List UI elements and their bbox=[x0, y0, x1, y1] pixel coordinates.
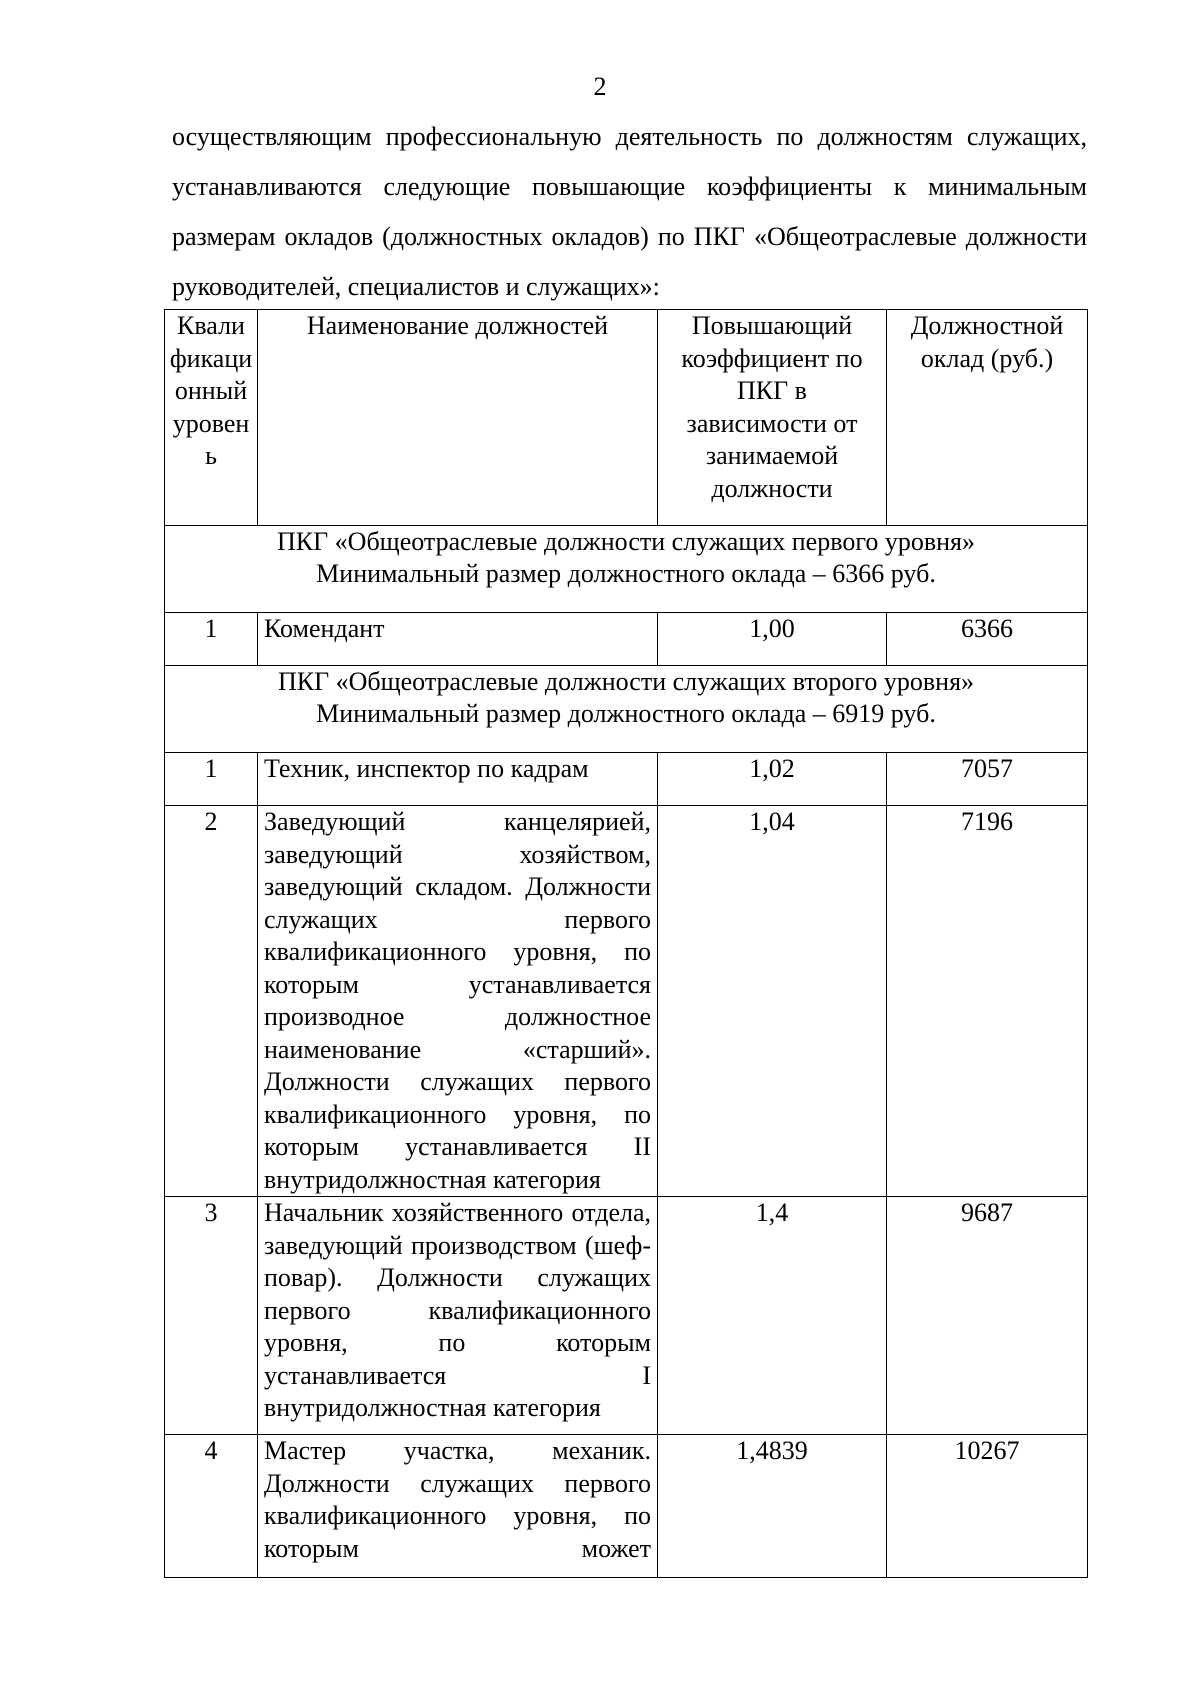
cell-level: 4 bbox=[165, 1435, 258, 1578]
table-row bbox=[165, 613, 1088, 666]
cell-name: Начальник хозяйственного отдела, заведующий производством (шеф-повар). Должности служащих первого квалификационного уровня, по которым устанавливается I внутридолжностная категория bbox=[258, 1197, 658, 1435]
group-title: ПКГ «Общеотраслевые должности служащих второго уровня» bbox=[277, 667, 975, 696]
cell-salary: 9687 bbox=[887, 1197, 1088, 1435]
cell-coefficient: 1,4839 bbox=[658, 1435, 887, 1578]
cell-coefficient: 1,04 bbox=[658, 806, 887, 1197]
group-header-1 bbox=[165, 526, 1088, 613]
table-row bbox=[165, 806, 1088, 1197]
group-min-salary: Минимальный размер должностного оклада – 6366 руб. bbox=[316, 559, 936, 588]
cell-salary: 7057 bbox=[887, 753, 1088, 806]
coefficients-table bbox=[164, 309, 1088, 1578]
group-header-2 bbox=[165, 666, 1088, 753]
group-title: ПКГ «Общеотраслевые должности служащих первого уровня» bbox=[277, 527, 975, 556]
intro-text: осуществляющим профессиональную деятельность по должностям служащих, устанавливаются следующие повышающие коэффициенты к минимальным размерам окладов (должностных окладов) по ПКГ «Общеотраслевые должности руководителей, специалистов и служащих»: bbox=[172, 122, 1087, 301]
cell-coefficient: 1,02 bbox=[658, 753, 887, 806]
header-salary: Должностной оклад (руб.) bbox=[887, 310, 1088, 526]
cell-name: Заведующий канцелярией, заведующий хозяйством, заведующий складом. Должности служащих первого квалификационного уровня, по которым устанавливается производное должностное наименование «старший». Должности служащих первого квалификационного уровня, по которым устанавливается II внутридолжностная категория bbox=[258, 806, 658, 1197]
page-number: 2 bbox=[593, 72, 607, 101]
cell-coefficient: 1,00 bbox=[658, 613, 887, 666]
intro-paragraph bbox=[172, 112, 1087, 312]
cell-name: Комендант bbox=[258, 613, 658, 666]
cell-name: Техник, инспектор по кадрам bbox=[258, 753, 658, 806]
group-header-row bbox=[165, 666, 1088, 753]
cell-level: 2 bbox=[165, 806, 258, 1197]
cell-level: 3 bbox=[165, 1197, 258, 1435]
table-header-row bbox=[165, 310, 1088, 526]
cell-salary: 10267 bbox=[887, 1435, 1088, 1578]
cell-salary: 7196 bbox=[887, 806, 1088, 1197]
cell-salary: 6366 bbox=[887, 613, 1088, 666]
table-row bbox=[165, 1197, 1088, 1435]
header-coefficient: Повышающий коэффициент по ПКГ в зависимости от занимаемой должности bbox=[658, 310, 887, 526]
cell-coefficient: 1,4 bbox=[658, 1197, 887, 1435]
cell-name: Мастер участка, механик. Должности служащих первого квалификационного уровня, по которым может bbox=[258, 1435, 658, 1578]
group-min-salary: Минимальный размер должностного оклада – 6919 руб. bbox=[316, 699, 936, 728]
table-row bbox=[165, 753, 1088, 806]
table-row bbox=[165, 1435, 1088, 1578]
cell-level: 1 bbox=[165, 753, 258, 806]
header-level: Квалификационный уровень bbox=[165, 310, 258, 526]
group-header-row bbox=[165, 526, 1088, 613]
cell-level: 1 bbox=[165, 613, 258, 666]
header-name: Наименование должностей bbox=[258, 310, 658, 526]
